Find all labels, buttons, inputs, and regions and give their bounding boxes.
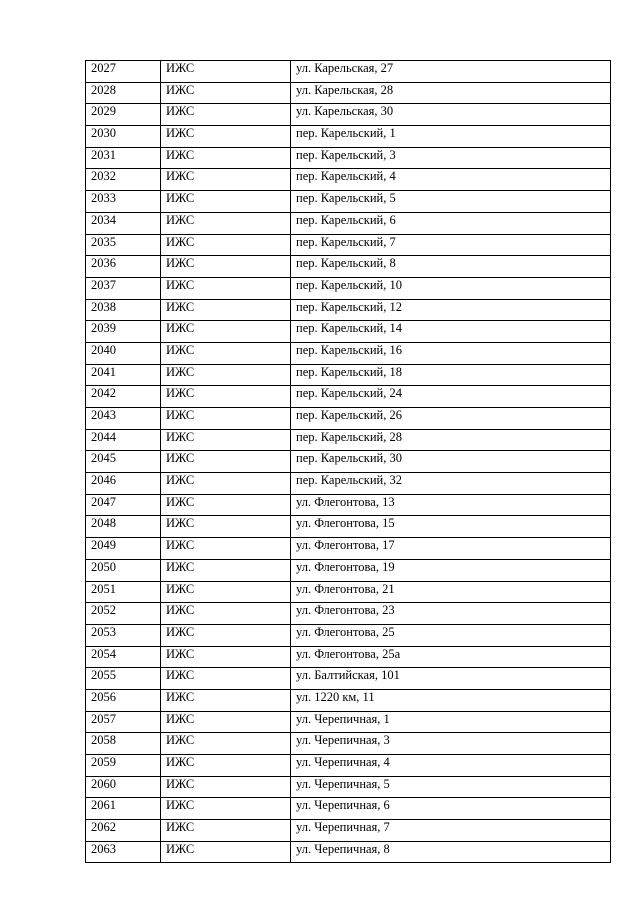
table-row bbox=[86, 776, 611, 798]
table-row bbox=[86, 408, 611, 430]
row-number-cell: 2052 bbox=[86, 603, 161, 625]
object-type-cell: ИЖС bbox=[161, 126, 291, 148]
address-cell: ул. Карельская, 27 bbox=[291, 61, 611, 83]
row-number-cell: 2035 bbox=[86, 234, 161, 256]
table-row bbox=[86, 689, 611, 711]
row-number-cell: 2037 bbox=[86, 277, 161, 299]
object-type-cell: ИЖС bbox=[161, 61, 291, 83]
table-body bbox=[86, 61, 611, 863]
row-number-cell: 2051 bbox=[86, 581, 161, 603]
object-type-cell: ИЖС bbox=[161, 668, 291, 690]
address-cell: ул. Флегонтова, 15 bbox=[291, 516, 611, 538]
address-cell: пер. Карельский, 28 bbox=[291, 429, 611, 451]
row-number-cell: 2047 bbox=[86, 494, 161, 516]
object-type-cell: ИЖС bbox=[161, 841, 291, 863]
address-cell: ул. Черепичная, 4 bbox=[291, 755, 611, 777]
row-number-cell: 2032 bbox=[86, 169, 161, 191]
address-cell: пер. Карельский, 32 bbox=[291, 473, 611, 495]
object-type-cell: ИЖС bbox=[161, 624, 291, 646]
row-number-cell: 2055 bbox=[86, 668, 161, 690]
object-type-cell: ИЖС bbox=[161, 299, 291, 321]
address-cell: пер. Карельский, 18 bbox=[291, 364, 611, 386]
row-number-cell: 2029 bbox=[86, 104, 161, 126]
row-number-cell: 2063 bbox=[86, 841, 161, 863]
row-number-cell: 2039 bbox=[86, 321, 161, 343]
object-type-cell: ИЖС bbox=[161, 408, 291, 430]
address-cell: ул. Флегонтова, 19 bbox=[291, 559, 611, 581]
object-type-cell: ИЖС bbox=[161, 646, 291, 668]
object-type-cell: ИЖС bbox=[161, 581, 291, 603]
address-cell: ул. Черепичная, 5 bbox=[291, 776, 611, 798]
address-cell: ул. Черепичная, 6 bbox=[291, 798, 611, 820]
table-row bbox=[86, 516, 611, 538]
address-cell: пер. Карельский, 8 bbox=[291, 256, 611, 278]
row-number-cell: 2034 bbox=[86, 212, 161, 234]
table-row bbox=[86, 82, 611, 104]
address-cell: ул. Флегонтова, 23 bbox=[291, 603, 611, 625]
address-cell: ул. Флегонтова, 21 bbox=[291, 581, 611, 603]
object-type-cell: ИЖС bbox=[161, 212, 291, 234]
object-type-cell: ИЖС bbox=[161, 516, 291, 538]
address-cell: ул. Черепичная, 1 bbox=[291, 711, 611, 733]
object-type-cell: ИЖС bbox=[161, 798, 291, 820]
row-number-cell: 2027 bbox=[86, 61, 161, 83]
row-number-cell: 2028 bbox=[86, 82, 161, 104]
address-cell: ул. Карельская, 28 bbox=[291, 82, 611, 104]
address-cell: ул. Черепичная, 3 bbox=[291, 733, 611, 755]
object-type-cell: ИЖС bbox=[161, 733, 291, 755]
object-type-cell: ИЖС bbox=[161, 256, 291, 278]
row-number-cell: 2042 bbox=[86, 386, 161, 408]
object-type-cell: ИЖС bbox=[161, 429, 291, 451]
row-number-cell: 2059 bbox=[86, 755, 161, 777]
table-row bbox=[86, 126, 611, 148]
object-type-cell: ИЖС bbox=[161, 538, 291, 560]
address-cell: пер. Карельский, 4 bbox=[291, 169, 611, 191]
object-type-cell: ИЖС bbox=[161, 386, 291, 408]
table-row bbox=[86, 169, 611, 191]
address-cell: пер. Карельский, 5 bbox=[291, 191, 611, 213]
object-type-cell: ИЖС bbox=[161, 234, 291, 256]
table-row bbox=[86, 538, 611, 560]
address-cell: ул. Флегонтова, 25а bbox=[291, 646, 611, 668]
object-type-cell: ИЖС bbox=[161, 191, 291, 213]
row-number-cell: 2046 bbox=[86, 473, 161, 495]
object-type-cell: ИЖС bbox=[161, 169, 291, 191]
object-type-cell: ИЖС bbox=[161, 755, 291, 777]
object-type-cell: ИЖС bbox=[161, 689, 291, 711]
address-cell: пер. Карельский, 24 bbox=[291, 386, 611, 408]
table-row bbox=[86, 386, 611, 408]
object-type-cell: ИЖС bbox=[161, 603, 291, 625]
row-number-cell: 2044 bbox=[86, 429, 161, 451]
address-cell: ул. Флегонтова, 25 bbox=[291, 624, 611, 646]
row-number-cell: 2057 bbox=[86, 711, 161, 733]
table-row bbox=[86, 820, 611, 842]
table-row bbox=[86, 321, 611, 343]
object-type-cell: ИЖС bbox=[161, 342, 291, 364]
row-number-cell: 2050 bbox=[86, 559, 161, 581]
table-row bbox=[86, 234, 611, 256]
row-number-cell: 2033 bbox=[86, 191, 161, 213]
object-type-cell: ИЖС bbox=[161, 494, 291, 516]
row-number-cell: 2056 bbox=[86, 689, 161, 711]
object-type-cell: ИЖС bbox=[161, 147, 291, 169]
table-row bbox=[86, 646, 611, 668]
address-cell: пер. Карельский, 10 bbox=[291, 277, 611, 299]
table-row bbox=[86, 212, 611, 234]
address-cell: ул. Карельская, 30 bbox=[291, 104, 611, 126]
row-number-cell: 2053 bbox=[86, 624, 161, 646]
row-number-cell: 2062 bbox=[86, 820, 161, 842]
row-number-cell: 2060 bbox=[86, 776, 161, 798]
address-cell: пер. Карельский, 14 bbox=[291, 321, 611, 343]
table-row bbox=[86, 559, 611, 581]
table-row bbox=[86, 277, 611, 299]
table-row bbox=[86, 603, 611, 625]
object-type-cell: ИЖС bbox=[161, 711, 291, 733]
address-cell: ул. Балтийская, 101 bbox=[291, 668, 611, 690]
table-row bbox=[86, 668, 611, 690]
row-number-cell: 2048 bbox=[86, 516, 161, 538]
table-row bbox=[86, 624, 611, 646]
row-number-cell: 2054 bbox=[86, 646, 161, 668]
object-type-cell: ИЖС bbox=[161, 321, 291, 343]
table-row bbox=[86, 451, 611, 473]
address-cell: ул. Флегонтова, 17 bbox=[291, 538, 611, 560]
table-row bbox=[86, 798, 611, 820]
table-row bbox=[86, 429, 611, 451]
address-cell: пер. Карельский, 7 bbox=[291, 234, 611, 256]
object-type-cell: ИЖС bbox=[161, 277, 291, 299]
address-cell: пер. Карельский, 26 bbox=[291, 408, 611, 430]
object-type-cell: ИЖС bbox=[161, 364, 291, 386]
object-type-cell: ИЖС bbox=[161, 473, 291, 495]
table-row bbox=[86, 104, 611, 126]
object-type-cell: ИЖС bbox=[161, 104, 291, 126]
address-cell: пер. Карельский, 6 bbox=[291, 212, 611, 234]
table-row bbox=[86, 581, 611, 603]
address-cell: ул. Черепичная, 8 bbox=[291, 841, 611, 863]
row-number-cell: 2058 bbox=[86, 733, 161, 755]
address-cell: пер. Карельский, 16 bbox=[291, 342, 611, 364]
row-number-cell: 2031 bbox=[86, 147, 161, 169]
table-row bbox=[86, 755, 611, 777]
address-cell: пер. Карельский, 1 bbox=[291, 126, 611, 148]
address-cell: ул. Флегонтова, 13 bbox=[291, 494, 611, 516]
table-row bbox=[86, 191, 611, 213]
table-row bbox=[86, 494, 611, 516]
row-number-cell: 2036 bbox=[86, 256, 161, 278]
table-row bbox=[86, 342, 611, 364]
row-number-cell: 2038 bbox=[86, 299, 161, 321]
row-number-cell: 2041 bbox=[86, 364, 161, 386]
table-row bbox=[86, 364, 611, 386]
table-row bbox=[86, 711, 611, 733]
object-type-cell: ИЖС bbox=[161, 776, 291, 798]
address-cell: ул. 1220 км, 11 bbox=[291, 689, 611, 711]
address-cell: пер. Карельский, 12 bbox=[291, 299, 611, 321]
row-number-cell: 2061 bbox=[86, 798, 161, 820]
table-row bbox=[86, 841, 611, 863]
table-row bbox=[86, 473, 611, 495]
table-row bbox=[86, 147, 611, 169]
table-row bbox=[86, 61, 611, 83]
table-row bbox=[86, 299, 611, 321]
table-row bbox=[86, 733, 611, 755]
table-row bbox=[86, 256, 611, 278]
row-number-cell: 2045 bbox=[86, 451, 161, 473]
object-type-cell: ИЖС bbox=[161, 82, 291, 104]
object-type-cell: ИЖС bbox=[161, 559, 291, 581]
object-type-cell: ИЖС bbox=[161, 820, 291, 842]
row-number-cell: 2043 bbox=[86, 408, 161, 430]
address-cell: ул. Черепичная, 7 bbox=[291, 820, 611, 842]
address-table bbox=[85, 60, 611, 863]
row-number-cell: 2040 bbox=[86, 342, 161, 364]
object-type-cell: ИЖС bbox=[161, 451, 291, 473]
address-cell: пер. Карельский, 3 bbox=[291, 147, 611, 169]
address-cell: пер. Карельский, 30 bbox=[291, 451, 611, 473]
row-number-cell: 2049 bbox=[86, 538, 161, 560]
row-number-cell: 2030 bbox=[86, 126, 161, 148]
